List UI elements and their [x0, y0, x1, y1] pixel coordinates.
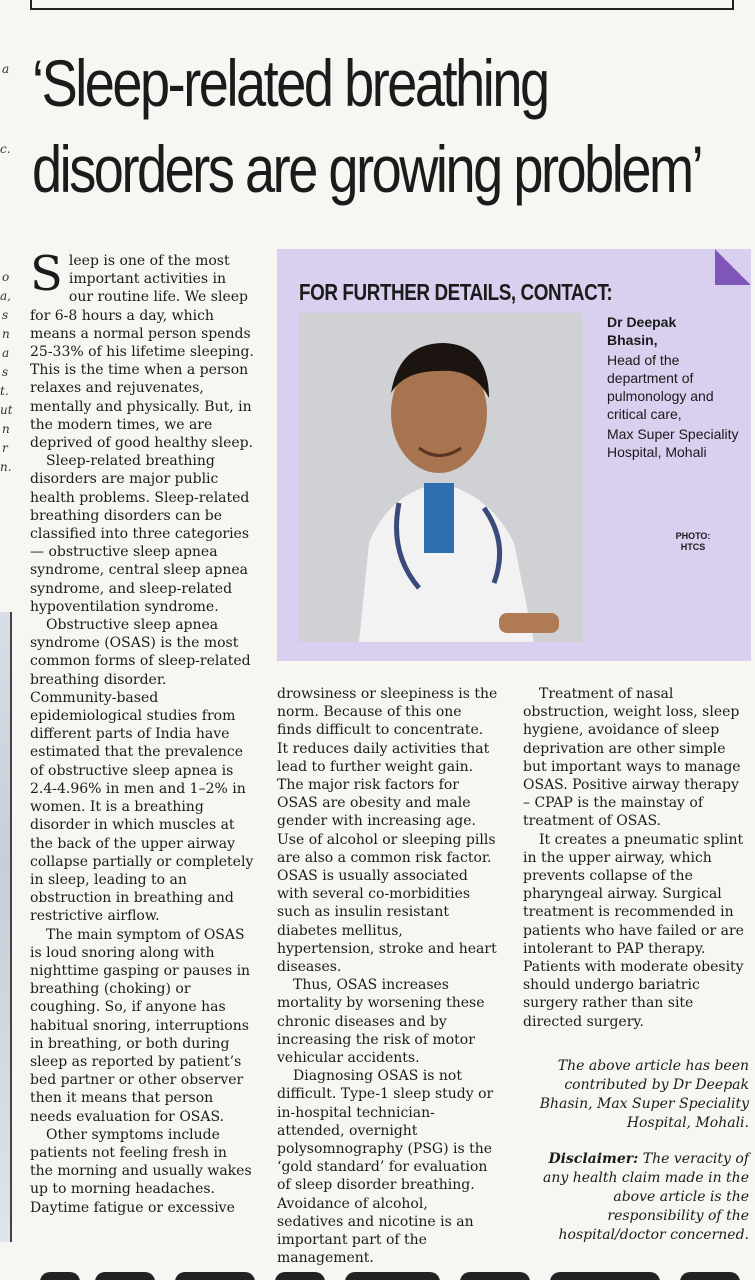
edge-fragment: ut: [0, 403, 13, 417]
article-column-1: [30, 246, 254, 1217]
article-column-3: [523, 685, 749, 1031]
doctor-portrait-image: [299, 313, 583, 642]
edge-fragment: o: [2, 270, 10, 284]
edge-fragment: s: [2, 308, 9, 322]
disclaimer-label: Disclaimer:: [548, 1151, 639, 1167]
col2-paragraph-3: Diagnosing OSAS is not difficult. Type-1 sleep study or in-hospital technician-attended, overnight polysomnography (PSG) is the ‘gold standard’ for evaluation of sleep disorder breathing. Avoidance of alcohol, sedatives and nicotine is an important part of the management.: [277, 1068, 494, 1267]
doctor-info: [607, 313, 747, 461]
edge-fragment: n: [2, 327, 10, 341]
headline: [32, 40, 702, 212]
edge-fragment: a: [2, 62, 10, 76]
corner-triangle-icon: [715, 249, 751, 285]
top-box-border: [30, 0, 734, 10]
headline-line-2: disorders are growing problem’: [32, 132, 702, 206]
col1-paragraph-1: Sleep is one of the most important activities in our routine life. We sleep for 6-8 hours a day, which means a normal person spends 25-33% of his lifetime sleeping. This is the time when a person relaxes and rejuvenates, mentally and physically. But, in the modern times, we are deprived of good healthy sleep.: [30, 246, 254, 452]
col1-paragraph-3: Obstructive sleep apnea syndrome (OSAS) is the most common forms of sleep-related breathing disorder. Community-based epidemiological studies from different parts of India have estimated that the prevalence of obstructive sleep apnea is 2.4-4.96% in men and 1–2% in women. It is a breathing disorder in which muscles at the back of the upper airway collapse partially or completely in sleep, leading to an obstruction in breathing and restrictive airflow.: [30, 617, 254, 925]
doctor-role: Head of the department of pulmonology and critical care,: [607, 352, 714, 422]
edge-fragment: t.: [0, 384, 9, 398]
col2-paragraph-1: drowsiness or sleepiness is the norm. Because of this one finds difficult to concentrate. It reduces daily activities that lead to further weight gain. The major risk factors for OSAS are obesity and male gender with increasing age. Use of alcohol or sleeping pills are also a common risk factor. OSAS is usually associated with several co-morbidities such as insulin resistant diabetes mellitus, hypertension, stroke and heart diseases.: [277, 686, 498, 976]
edge-fragment: a: [2, 346, 10, 360]
edge-fragment: a,: [0, 289, 11, 303]
drop-cap: S: [30, 246, 63, 302]
edge-fragment: r: [2, 441, 8, 455]
next-headline-cutoff: [0, 1264, 755, 1280]
doctor-name-line-2: Bhasin,: [607, 332, 658, 348]
doctor-photo: [299, 313, 583, 642]
edge-fragment: n: [2, 422, 10, 436]
edge-fragment: n.: [0, 460, 12, 474]
article-column-2: [277, 685, 498, 1268]
photo-credit: PHOTO: HTCS: [675, 531, 711, 552]
disclaimer: [523, 1150, 749, 1245]
col1-paragraph-5: Other symptoms include patients not feeling fresh in the morning and usually wakes up to morning headaches. Daytime fatigue or excessive: [30, 1126, 252, 1216]
col1-paragraph-4: The main symptom of OSAS is loud snoring along with nighttime gasping or pauses in breathing (choking) or coughing. So, if anyone has habitual snoring, interruptions in breathing, or both during sleep as reported by patient’s bed partner or other observer then it means that person needs evaluation for OSAS.: [30, 926, 251, 1125]
contact-box: [277, 249, 751, 661]
adjacent-image-edge: [0, 612, 12, 1242]
doctor-hospital: Max Super Speciality Hospital, Mohali: [607, 426, 739, 460]
edge-fragment: s: [2, 365, 9, 379]
contribution-note: The above article has been contributed by Dr Deepak Bhasin, Max Super Speciality Hospital, Mohali.: [539, 1058, 749, 1131]
doctor-name-line-1: Dr Deepak: [607, 314, 677, 330]
headline-line-1: ‘Sleep-related breathing: [32, 46, 548, 120]
edge-fragment: c.: [0, 142, 11, 156]
col3-paragraph-1: Treatment of nasal obstruction, weight loss, sleep hygiene, avoidance of sleep deprivation are other simple but important ways to manage OSAS. Positive airway therapy – CPAP is the mainstay of treatment of OSAS.: [523, 686, 741, 830]
col1-paragraph-2: Sleep-related breathing disorders are major public health problems. Sleep-related breathing disorders can be classified into three categories — obstructive sleep apnea syndrome, central sleep apnea syndrome, and sleep-related hypoventilation syndrome.: [30, 453, 250, 615]
col3-paragraph-2: It creates a pneumatic splint in the upper airway, which prevents collapse of the pharyngeal airway. Surgical treatment is recommended in patients who have failed or are intolerant to PAP therapy. Patients with moderate obesity should undergo bariatric surgery rather than site directed surgery.: [523, 831, 744, 1030]
disclaimer-text: The veracity of any health claim made in the above article is the responsibility of the hospital/doctor concerned.: [542, 1151, 749, 1243]
col2-paragraph-2: Thus, OSAS increases mortality by worsening these chronic diseases and by increasing the risk of motor vehicular accidents.: [277, 977, 485, 1067]
contact-title: FOR FURTHER DETAILS, CONTACT:: [299, 279, 613, 305]
